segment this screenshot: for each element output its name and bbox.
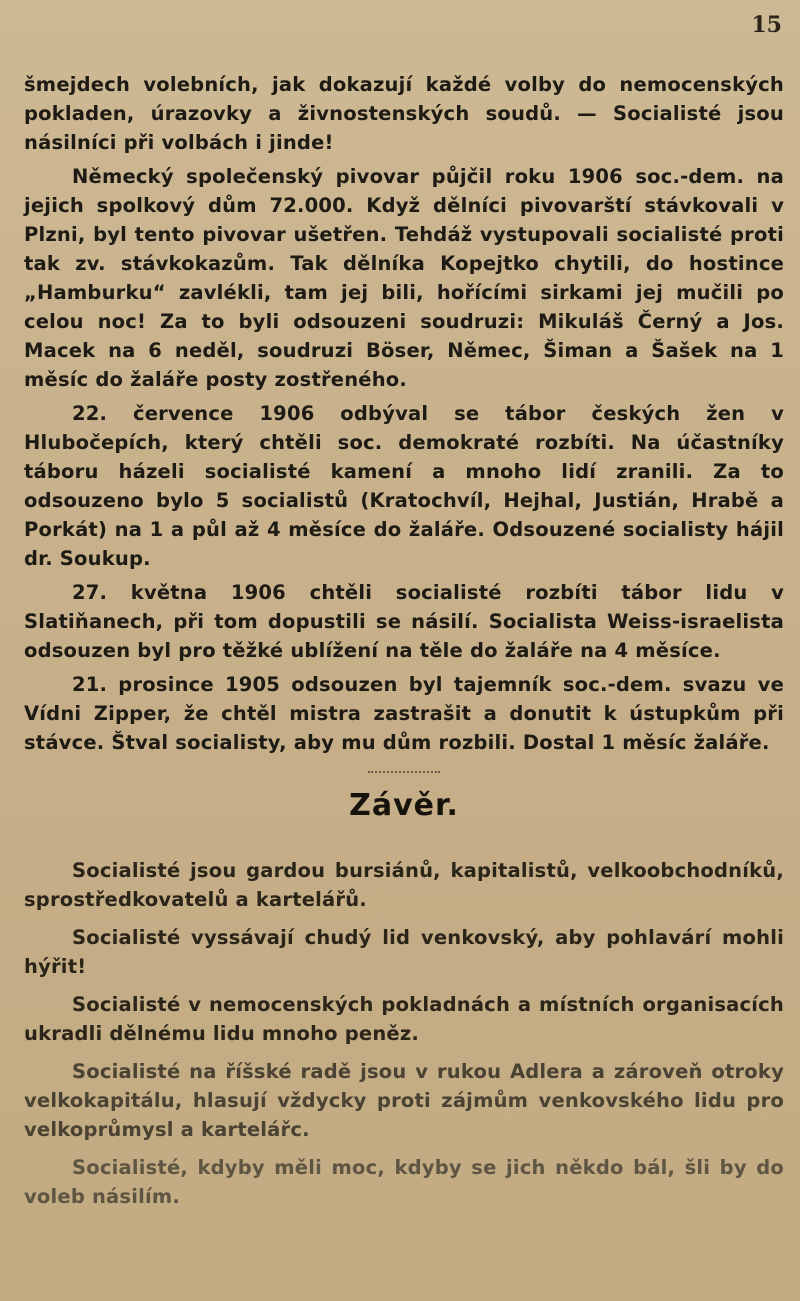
- paragraph-5: 21. prosince 1905 odsouzen byl tajemník soc.-dem. svazu ve Vídni Zipper, že chtěl mistra zastrašit a donutit k ústupkům při stávce. Štval socialisty, aby mu dům rozbili. Dostal 1 měsíc žaláře.: [24, 673, 784, 754]
- conclusion-paragraph-2: Socialisté vyssávají chudý lid venkovský, aby pohlavárí mohli hýřit!: [24, 926, 784, 978]
- paragraph-1: šmejdech volebních, jak dokazují každé volby do nemocenských pokladen, úrazovky a živnostenských soudů. — Socialisté jsou násilníci při volbách i jinde!: [24, 73, 784, 154]
- paragraph-4: 27. května 1906 chtěli socialisté rozbíti tábor lidu v Slatiňanech, při tom dopustili se násilí. Socialista Weiss-israelista odsouzen byl pro těžké ublížení na těle do žaláře na 4 měsíce.: [24, 581, 784, 662]
- page-number: 15: [751, 12, 782, 38]
- body-text: [24, 70, 784, 1220]
- conclusion-paragraph-4: Socialisté na říšské radě jsou v rukou Adlera a zároveň otroky velkokapitálu, hlasují vždycky proti zájmům venkovského lidu pro velkoprůmysl a kartelářc.: [24, 1060, 784, 1141]
- paragraph-2: Německý společenský pivovar půjčil roku 1906 soc.-dem. na jejich spolkový dům 72.000. Když dělníci pivovarští stávkovali v Plzni, byl tento pivovar ušetřen. Tehdáž vystupovali socialisté proti tak zv. stávkokazům. Tak dělníka Kopejtko chytili, do hostince „Hamburku“ zavlékli, tam jej bili, hořícími sirkami jej mučili po celou noc! Za to byli odsouzeni soudruzi: Mikuláš Černý a Jos. Macek na 6 neděl, soudruzi Böser, Němec, Šiman a Šašek na 1 měsíc do žaláře posty zostřeného.: [24, 165, 784, 391]
- section-heading: Závěr.: [349, 788, 459, 823]
- conclusion-section: [24, 856, 784, 1211]
- conclusion-paragraph-1: Socialisté jsou gardou bursiánů, kapitalistů, velkoobchodníků, sprostředkovatelů a kartelářů.: [24, 859, 784, 911]
- conclusion-paragraph-3: Socialisté v nemocenských pokladnách a místních organisacích ukradli dělnému lidu mnoho peněz.: [24, 993, 784, 1045]
- section-divider: [368, 771, 440, 773]
- conclusion-paragraph-5: Socialisté, kdyby měli moc, kdyby se jich někdo bál, šli by do voleb násilím.: [24, 1156, 784, 1208]
- paragraph-3: 22. července 1906 odbýval se tábor českých žen v Hlubočepích, který chtěli soc. demokraté rozbíti. Na účastníky táboru házeli socialisté kamení a mnoho lidí zranili. Za to odsouzeno bylo 5 socialistů (Kratochvíl, Hejhal, Justián, Hrabě a Porkát) na 1 a půl až 4 měsíce do žaláře. Odsouzené socialisty hájil dr. Soukup.: [24, 402, 784, 570]
